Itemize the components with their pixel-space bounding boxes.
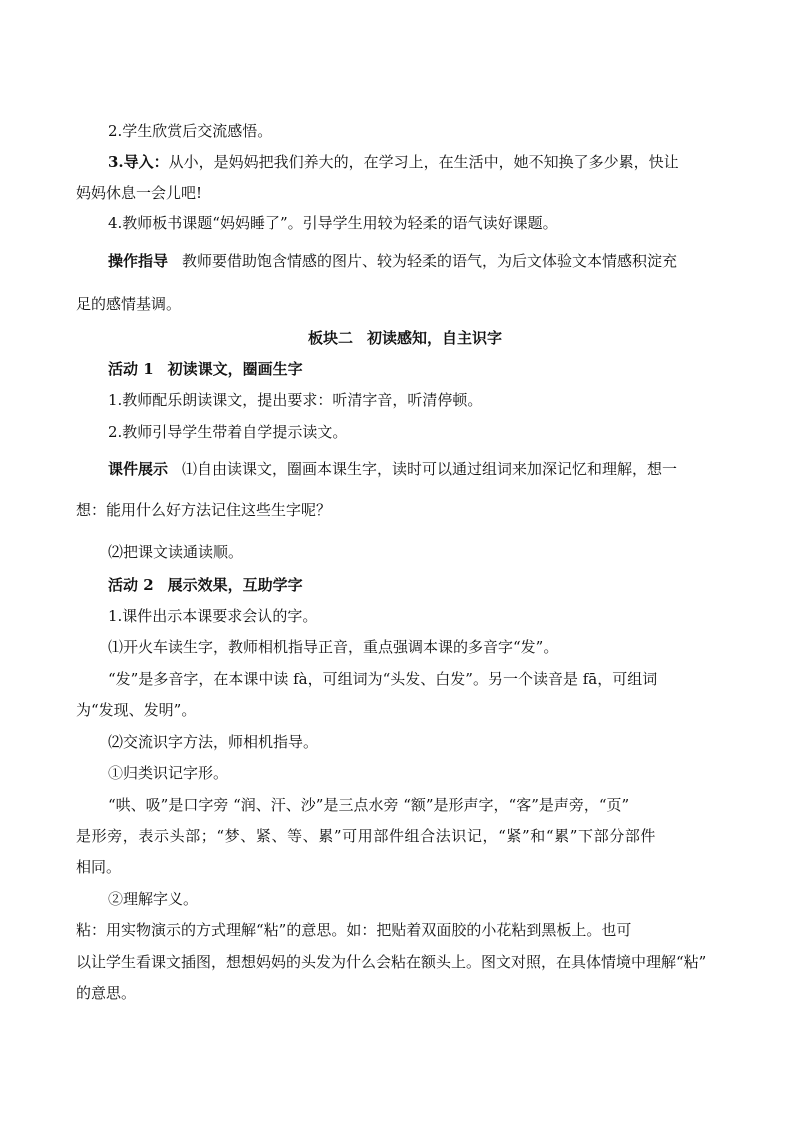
courseware-line-3: ⑵把课文读通读顺。 xyxy=(108,543,244,561)
fa-explanation-line-2: 为“发现、发明”。 xyxy=(76,701,197,719)
guide-line-1 xyxy=(108,251,677,271)
block-2-heading xyxy=(308,328,502,348)
step-3-label: 3.导入： xyxy=(108,153,169,171)
step-4-text: 4.教师板书课题“妈妈睡了”。引导学生用较为轻柔的语气读好课题。 xyxy=(108,214,558,232)
block-2-title: 初读感知，自主识字 xyxy=(367,329,503,347)
activity-2-sub-2: ⑵交流识字方法，师相机指导。 xyxy=(108,733,319,751)
courseware-line-2: 想：能用什么好方法记住这些生字呢？ xyxy=(76,501,332,519)
courseware-label: 课件展示 xyxy=(108,460,169,478)
guide-line-2: 足的感情基调。 xyxy=(76,295,182,313)
activity-2-heading xyxy=(108,575,303,595)
circle-item-2: ②理解字义。 xyxy=(108,890,199,908)
fa-explanation-line-1: “发”是多音字，在本课中读 fà，可组词为“头发、白发”。另一个读音是 fā，可组词 xyxy=(108,670,658,688)
activity-2-item-1: 1.课件出示本课要求会认的字。 xyxy=(108,607,318,625)
activity-2-label: 活动 2 xyxy=(108,576,154,594)
guide-label: 操作指导 xyxy=(108,252,169,270)
radical-line-2: 是形旁，表示头部；“梦、紧、等、累”可用部件组合法识记，“紧”和“累”下部分部件 xyxy=(76,827,657,845)
zhan-line-1: 粘：用实物演示的方式理解“粘”的意思。如：把贴着双面胶的小花粘到黑板上。也可 xyxy=(76,921,632,939)
activity-1-label: 活动 1 xyxy=(108,360,154,378)
activity-1-heading xyxy=(108,359,303,379)
activity-1-title: 初读课文，圈画生字 xyxy=(167,360,303,378)
circle-item-1: ①归类识记字形。 xyxy=(108,764,229,782)
zhan-line-3: 的意思。 xyxy=(76,984,137,1002)
step-3-line-2: 妈妈休息一会儿吧! xyxy=(76,184,203,202)
step-3-line-1 xyxy=(108,152,679,172)
step-3-text-a: 从小，是妈妈把我们养大的，在学习上，在生活中，她不知换了多少累，快让 xyxy=(168,153,679,171)
activity-1-item-2: 2.教师引导学生带着自学提示读文。 xyxy=(108,423,348,441)
radical-line-3: 相同。 xyxy=(76,858,122,876)
activity-2-sub-1: ⑴开火车读生字，教师相机指导正音，重点强调本课的多音字“发”。 xyxy=(108,638,559,656)
zhan-line-2: 以让学生看课文插图，想想妈妈的头发为什么会粘在额头上。图文对照，在具体情境中理解“粘” xyxy=(76,953,707,971)
radical-line-1: “哄、吸”是口字旁 “润、汗、沙”是三点水旁 “额”是形声字，“客”是声旁，“页” xyxy=(108,796,630,814)
courseware-line-1 xyxy=(108,459,677,479)
block-2-label: 板块二 xyxy=(308,329,354,347)
activity-2-title: 展示效果，互助学字 xyxy=(167,576,303,594)
guide-text-a: 教师要借助饱含情感的图片、较为轻柔的语气，为后文体验文本情感积淀充 xyxy=(182,252,678,270)
activity-1-item-1: 1.教师配乐朗读课文，提出要求：听清字音，听清停顿。 xyxy=(108,391,483,409)
step-2-text: 2.学生欣赏后交流感悟。 xyxy=(108,122,273,140)
courseware-text-a: ⑴自由读课文，圈画本课生字，读时可以通过组词来加深记忆和理解，想一 xyxy=(182,460,678,478)
